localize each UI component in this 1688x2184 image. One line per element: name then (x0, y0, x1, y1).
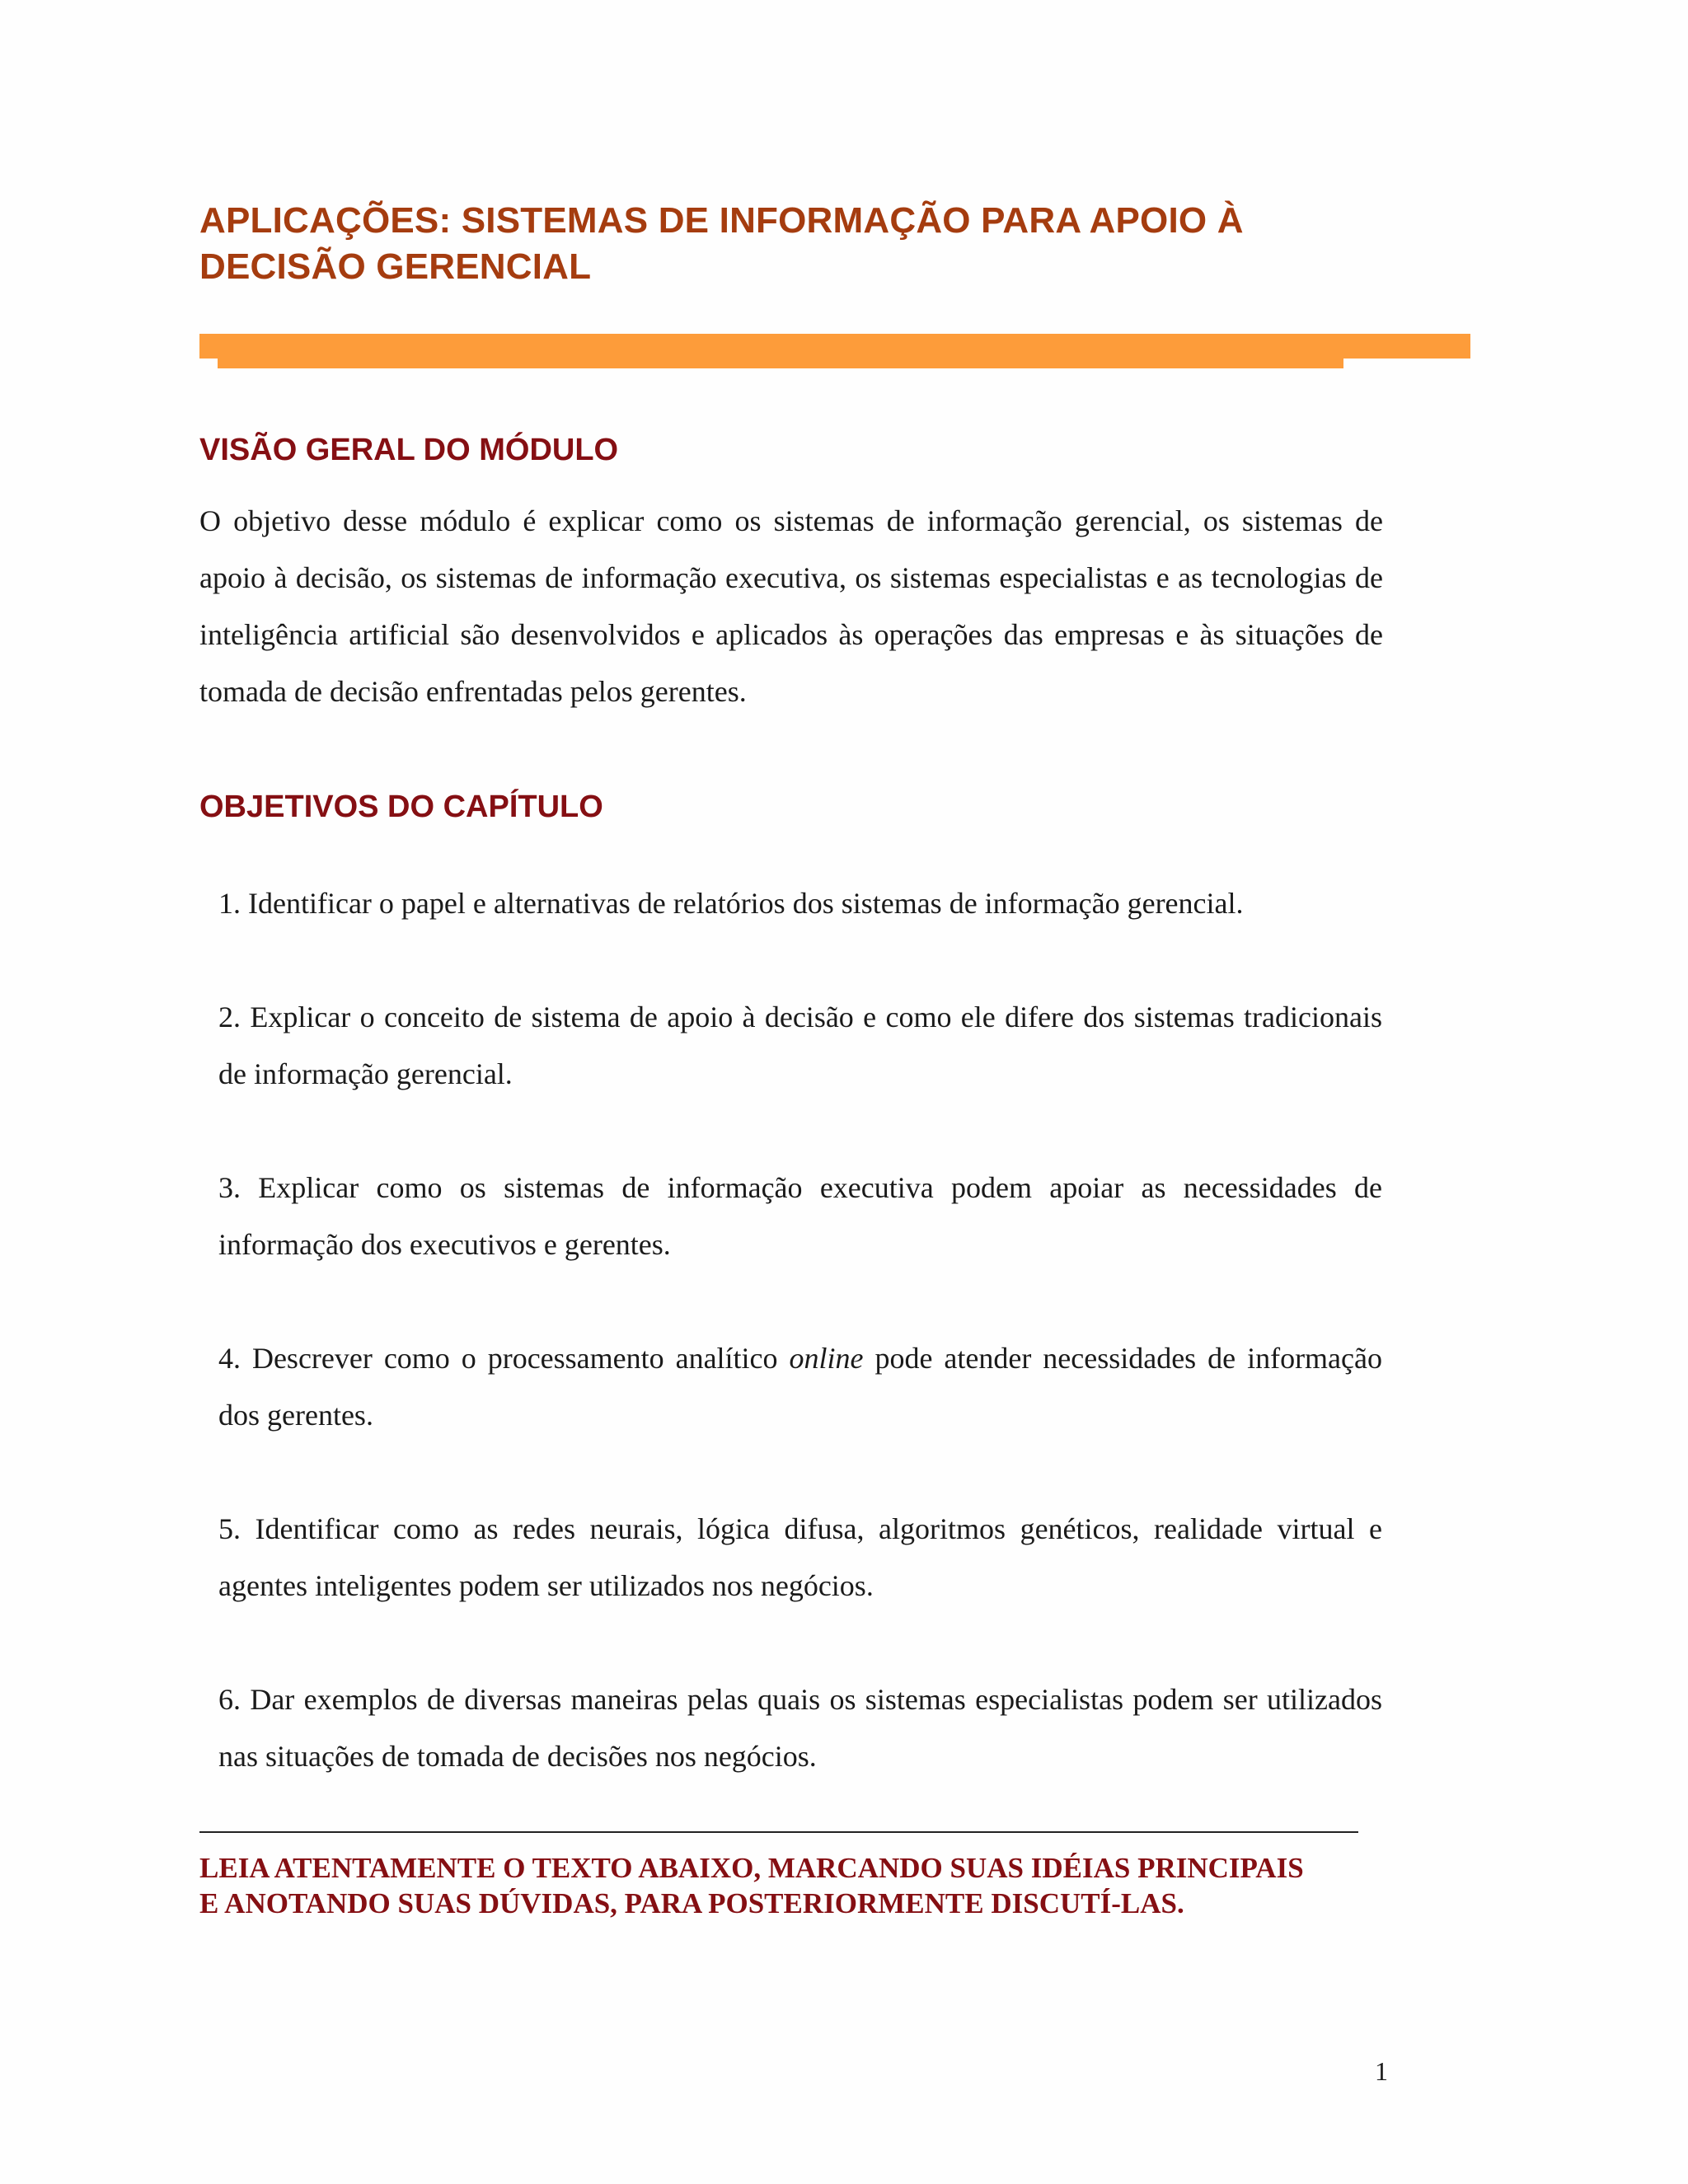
objective-item-3: 3. Explicar como os sistemas de informação executiva podem apoiar as necessidades de informação dos executivos e gerentes. (218, 1171, 1382, 1261)
objective-item-2: 2. Explicar o conceito de sistema de apoio à decisão e como ele difere dos sistemas tradicionais de informação gerencial. (218, 1001, 1382, 1090)
document-title-line-2: DECISÃO GERENCIAL (199, 246, 592, 287)
reading-instruction-line-2: E ANOTANDO SUAS DÚVIDAS, PARA POSTERIORMENTE DISCUTÍ-LAS. (199, 1887, 1184, 1919)
objectives-list (218, 875, 1382, 1842)
objective-item-4-after: pode atender necessidades de informação dos gerentes. (218, 1342, 1382, 1432)
objectives-heading: OBJETIVOS DO CAPÍTULO (199, 790, 603, 824)
decorative-title-bar-underlay (218, 350, 1343, 368)
horizontal-rule (199, 1831, 1358, 1833)
overview-paragraph: O objetivo desse módulo é explicar como os sistemas de informação gerencial, os sistemas de apoio à decisão, os sistemas de informação executiva, os sistemas especialistas e as tecnologias de inteligência artificial são desenvolvidos e aplicados às operações das empresas e às situações de tomada de decisão enfrentadas pelos gerentes. (199, 504, 1383, 708)
document-title-line-1: APLICAÇÕES: SISTEMAS DE INFORMAÇÃO PARA APOIO À (199, 200, 1244, 241)
reading-instruction-line-1: LEIA ATENTAMENTE O TEXTO ABAIXO, MARCANDO SUAS IDÉIAS PRINCIPAIS (199, 1852, 1304, 1884)
page-number: 1 (1375, 2056, 1388, 2086)
objective-item-4-italic: online (789, 1342, 864, 1375)
objective-item-6: 6. Dar exemplos de diversas maneiras pelas quais os sistemas especialistas podem ser utilizados nas situações de tomada de decisões nos negócios. (218, 1683, 1382, 1773)
reading-instruction (199, 1850, 1386, 1921)
objective-item-4-before: 4. Descrever como o processamento analítico (218, 1342, 790, 1375)
overview-heading: VISÃO GERAL DO MÓDULO (199, 433, 619, 467)
document-title (199, 198, 1370, 290)
objective-item-5: 5. Identificar como as redes neurais, lógica difusa, algoritmos genéticos, realidade virtual e agentes inteligentes podem ser utilizados nos negócios. (218, 1512, 1382, 1602)
objective-item-1: 1. Identificar o papel e alternativas de relatórios dos sistemas de informação gerencial. (218, 887, 1244, 920)
objective-item-4 (218, 1330, 1382, 1444)
